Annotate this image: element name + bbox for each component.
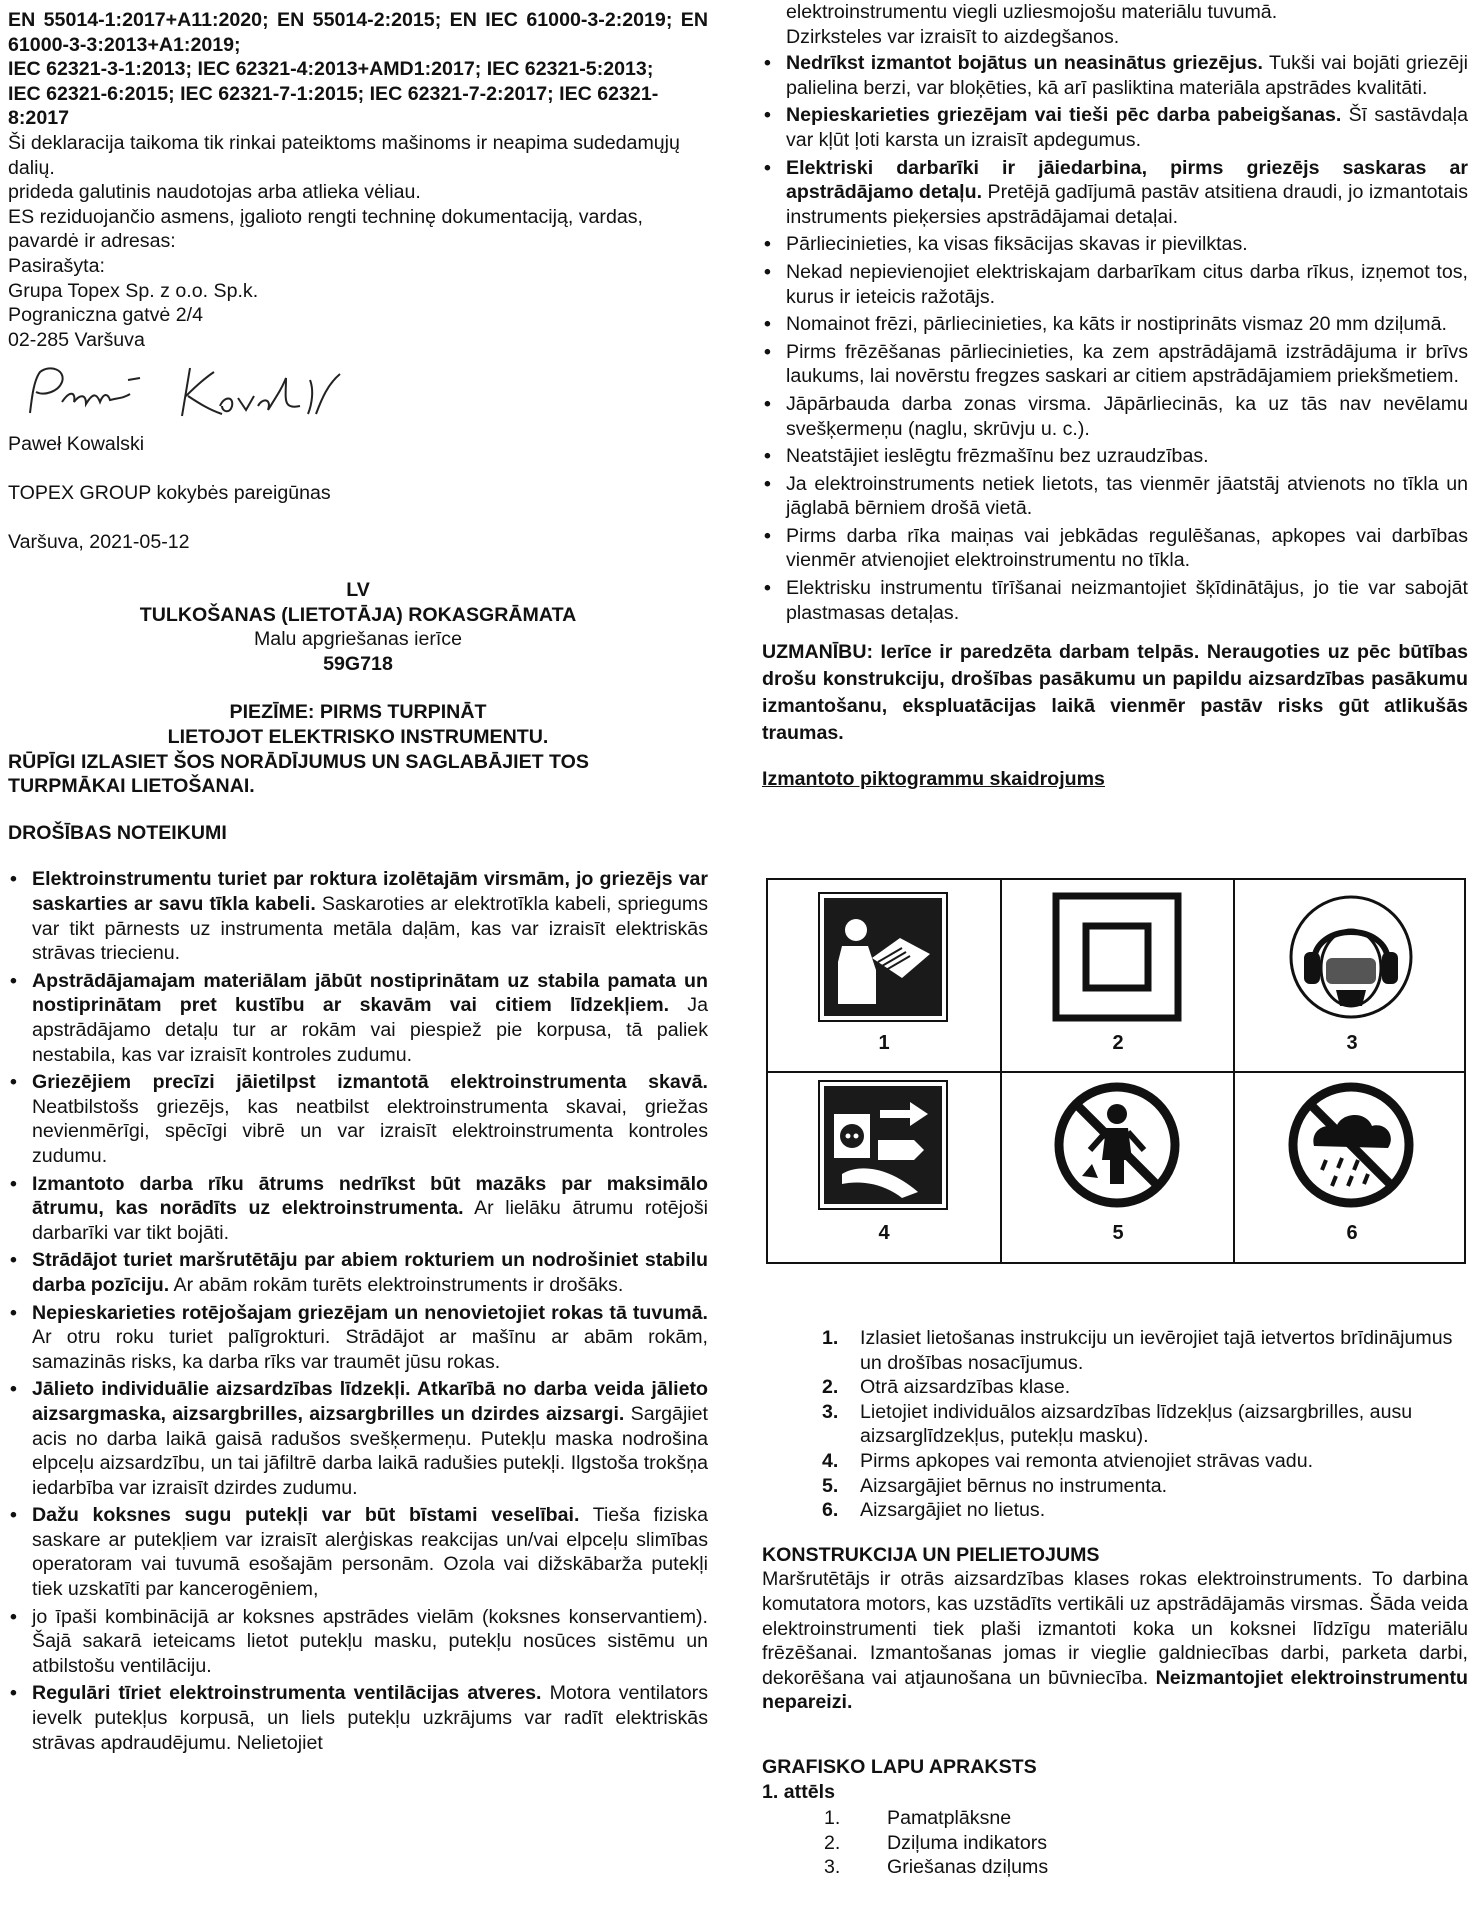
bullet-bold: Dažu koksnes sugu putekļi var būt bīstami veselībai. xyxy=(32,1504,580,1527)
legend-text: Aizsargājiet no lietus. xyxy=(860,1499,1046,1522)
list-item xyxy=(762,51,1468,100)
standards-line-1: EN 55014-1:2017+A11:2020; EN 55014-2:2015; EN IEC 61000-3-2:2019; EN 61000-3-3:2013+A1:2019; xyxy=(8,9,708,56)
pictogram-number: 5 xyxy=(1112,1222,1124,1244)
part-number: 2. xyxy=(824,1831,841,1854)
bullet-text: Neatstājiet ieslēgtu frēzmašīnu bez uzraudzības. xyxy=(786,445,1209,468)
bullet-bold: Nepieskarieties griezējam vai tieši pēc darba pabeigšanas. xyxy=(786,104,1342,127)
pictogram-grid xyxy=(766,878,1466,1264)
bullet-text: Ja elektroinstruments netiek lietots, tas vienmēr jāatstāj atvienots no tīkla un jāglabā bērniem drošā vietā. xyxy=(786,472,1468,520)
bullet-text: Tieša fiziska saskare ar putekļiem var izraisīt alerģiskas reakcijas un/vai elpceļu slimības operatoram vai tuvumā esošajām personām. Ozola vai dižskābarža putekļi tiek uzskatīti par kancerogēniem, xyxy=(32,1504,708,1601)
signature xyxy=(10,358,370,430)
bullet-bold: Griezējiem precīzi jāietilpst izmantotā elektroinstrumenta skavā. xyxy=(32,1071,708,1094)
list-item xyxy=(762,312,1468,337)
legend-number: 2. xyxy=(822,1376,839,1399)
figure-parts-list xyxy=(762,1806,1468,1880)
bullet-text: Ar lielāku ātrumu rotējoši darbarīki var tikt bojāti. xyxy=(32,1197,709,1244)
part-name: Pamatplāksne xyxy=(887,1807,1012,1830)
list-item xyxy=(8,969,708,1067)
unplug-icon xyxy=(818,1080,948,1210)
grid-divider xyxy=(768,1071,1464,1073)
list-item xyxy=(762,472,1468,521)
list-item xyxy=(762,392,1468,441)
bullet-bold: Elektroinstrumentu turiet par roktura izolētajām virsmām, jo griezējs var saskarties ar savu tīkla kabeli. xyxy=(32,868,708,916)
bullet-text: Neatbilstošs griezējs, kas neatbilst elektroinstrumenta skavai, griežas nevienmērīgi, spēcīgi vibrē un var izraisīt elektroinstrumenta kontroles zudumu. xyxy=(32,1095,708,1167)
continued-line-1: elektroinstrumentu viegli uzliesmojošu materiālu tuvumā. xyxy=(786,1,1278,23)
list-item xyxy=(762,103,1468,152)
bullet-text: Ar otru roku turiet palīgrokturi. Strādājot ar mašīnu ar abām rokām, samazinās risks, ka darba rīks var traumēt jūsu rokas. xyxy=(32,1326,708,1373)
list-item xyxy=(762,260,1468,309)
pictogram-number: 1 xyxy=(878,1032,890,1054)
bullet-bold: Jālieto individuālie aizsardzības līdzekļi. Atkarībā no darba veida jālieto aizsargmaska, aizsargbrilles, aizsargbrilles un dzirdes aizsargi. xyxy=(32,1378,708,1425)
bullet-text: Saskaroties ar elektrotīkla kabeli, spriegums var tikt pārnests uz instrumenta metāla daļām, kas var izraisīt elektriskās strāvas triecienu. xyxy=(32,893,708,965)
right-column xyxy=(762,0,1468,792)
note-line-1: PIEZĪME: PIRMS TURPINĀT xyxy=(229,701,487,724)
pictogram-number: 3 xyxy=(1346,1032,1358,1054)
list-item xyxy=(8,1248,708,1297)
legend-number: 6. xyxy=(822,1499,839,1522)
device-name: Malu apgriešanas ierīce xyxy=(253,628,463,651)
manual-title-block xyxy=(8,578,708,676)
bullet-text: Ar abām rokām turēts elektroinstruments ir drošāks. xyxy=(169,1273,624,1296)
pictogram-number: 6 xyxy=(1346,1222,1358,1244)
pictogram-heading: Izmantoto piktogrammu skaidrojums xyxy=(762,768,1105,791)
construction-heading: KONSTRUKCIJA UN PIELIETOJUMS xyxy=(762,1543,1100,1566)
bullet-text: Tukši vai bojāti griezēji palielina berzi, var bloķēties, kā arī pasliktina materiāla apstrādes kvalitāti. xyxy=(786,52,1468,99)
list-item xyxy=(762,1375,1468,1400)
legend-text: Lietojiet individuālos aizsardzības līdzekļus (aizsargbrilles, ausu aizsarglīdzekļus, putekļu masku). xyxy=(860,1400,1413,1448)
bullet-bold: Strādājot turiet maršrutētāju par abiem rokturiem un nodrošiniet stabilu darba pozīciju. xyxy=(32,1249,708,1296)
construction-body: Maršrutētājs ir otrās aizsardzības klases rokas elektroinstruments. To darbina komutatora motors, kas uzstādīts vertikāli uz apstrādājamās virsmas. Šāda veida elektroinstrumenti tiek plaši izmantoti koka un koksnei līdzīgu materiālu frēzēšanai. Izmantošanas jomas ir vieglie galdniecības darbi, parketa darbi, dekorēšana vai atjaunošana un būvniecība. xyxy=(762,1568,1468,1689)
bullet-text: Ja apstrādājamo detaļu tur ar rokām vai piespiež pie korpusa, tā paliek nestabila, kas var izraisīt kontroles zudumu. xyxy=(32,994,708,1066)
protective-gear-icon xyxy=(1286,892,1416,1022)
construction-text xyxy=(762,1567,1468,1715)
language-code: LV xyxy=(346,579,370,602)
list-item xyxy=(8,1301,708,1375)
bullet-text: Elektrisku instrumentu tīrīšanai neizmantojiet šķīdinātājus, jo tie var sabojāt plastmasas detaļas. xyxy=(786,577,1468,624)
legend-number: 5. xyxy=(822,1474,839,1497)
read-manual-icon xyxy=(818,892,948,1022)
bullet-bold: Nedrīkst izmantot bojātus un neasinātus griezējus. xyxy=(786,52,1263,75)
bullet-text: Pirms frēzēšanas pārliecinieties, ka zem apstrādājamā izstrādājuma ir brīvs laukums, lai novērstu fregzes saskari ar citiem apstrādājamiem priekšmetiem. xyxy=(786,340,1468,388)
list-item xyxy=(762,444,1468,469)
bullet-text: Pretējā gadījumā pastāv atsitiena draudi, jo izmantotais instruments pieķersies apstrādājamai detaļai. xyxy=(786,181,1468,228)
list-item xyxy=(762,1449,1468,1474)
manual-title: TULKOŠANAS (LIETOTĀJA) ROKASGRĀMATA xyxy=(139,603,577,626)
caution-text: UZMANĪBU: Ierīce ir paredzēta darbam telpās. Neraugoties uz pēc būtības drošu konstrukciju, drošības pasākumu un papildu aizsardzības pasākumu izmantošanu, ekspluatācijas laikā vienmēr pastāv risks gūt atlikušās traumas. xyxy=(762,641,1468,745)
list-item xyxy=(8,1681,708,1755)
bullet-text: Nomainot frēzi, pārliecinieties, ka kāts ir nostiprināts vismaz 20 mm dziļumā. xyxy=(786,313,1447,336)
legend-text: Aizsargājiet bērnus no instrumenta. xyxy=(860,1474,1168,1497)
part-number: 3. xyxy=(824,1856,841,1879)
standards-line-2: IEC 62321-3-1:2013; IEC 62321-4:2013+AMD1:2017; IEC 62321-5:2013; xyxy=(8,58,654,81)
figure-label: 1. attēls xyxy=(762,1780,835,1803)
representative-text: ES reziduojančio asmens, įgalioto rengti techninę dokumentaciją, vardas, pavardė ir adresas: xyxy=(8,205,643,253)
bullet-bold: Regulāri tīriet elektroinstrumenta ventilācijas atveres. xyxy=(32,1682,542,1705)
bullet-text: Sargājiet acis no darba laikā gaisā radušos svešķermeņu. Putekļu maska nodrošina elpceļu aizsardzību, un tai jāfiltrē darba laikā radušies putekļi. Ilgstoša trokšņa iedarbība var izraisīt dzirdes zudumu. xyxy=(32,1402,708,1499)
list-item xyxy=(8,1503,708,1601)
list-item xyxy=(8,1605,708,1679)
bullet-text: Motora ventilators ievelk putekļus korpusā, un liels putekļu uzkrājums var radīt elektriskās strāvas apdraudējumu. Nelietojiet xyxy=(32,1682,708,1754)
legend-number: 3. xyxy=(822,1400,839,1423)
signer-role: TOPEX GROUP kokybės pareigūnas xyxy=(8,481,331,504)
safety-list-continued xyxy=(762,51,1468,625)
model-number: 59G718 xyxy=(323,652,393,675)
list-item xyxy=(762,1855,1468,1880)
list-item xyxy=(762,1806,1468,1831)
bullet-bold: Apstrādājamajam materiālam jābūt nostiprinātam uz stabila pamata un nostiprinātam pret kustību ar skavām vai citiem līdzekļiem. xyxy=(32,969,708,1017)
left-column xyxy=(8,0,708,1758)
class-ii-icon xyxy=(1052,892,1182,1022)
list-item xyxy=(762,1474,1468,1499)
part-name: Dziļuma indikators xyxy=(887,1831,1048,1854)
bullet-bold: Elektriski darbarīki ir jāiedarbina, pirms griezējs saskaras ar apstrādājamo detaļu. xyxy=(786,156,1468,204)
safety-heading: DROŠĪBAS NOTEIKUMI xyxy=(8,821,227,844)
bullet-text: Pārliecinieties, ka visas fiksācijas skavas ir pievilktas. xyxy=(786,233,1248,256)
note-line-3: RŪPĪGI IZLASIET ŠOS NORĀDĪJUMUS UN SAGLABĀJIET TOS TURPMĀKAI LIETOŠANAI. xyxy=(8,750,589,798)
note-block xyxy=(8,700,708,798)
list-item xyxy=(8,867,708,965)
legend-text: Otrā aizsardzības klase. xyxy=(860,1376,1071,1399)
list-item xyxy=(762,576,1468,625)
legend-text: Izlasiet lietošanas instrukciju un ievērojiet tajā ietvertos brīdinājumus un drošības nosacījumus. xyxy=(860,1327,1453,1374)
declaration-continued: prideda galutinis naudotojas arba atlieka vėliau. xyxy=(8,181,421,204)
list-item xyxy=(762,1498,1468,1523)
bullet-text: Jāpārbauda darba zonas virsma. Jāpārliecinās, ka uz tās nav nevēlamu svešķermeņu (naglu, skrūvju u. c.). xyxy=(786,392,1468,440)
legend-number: 1. xyxy=(822,1327,839,1349)
construction-warning: Neizmantojiet elektroinstrumentu nepareizi. xyxy=(762,1666,1468,1714)
note-line-2: LIETOJOT ELEKTRISKO INSTRUMENTU. xyxy=(167,726,549,749)
safety-list xyxy=(8,867,708,1755)
no-children-icon xyxy=(1052,1080,1182,1210)
no-rain-icon xyxy=(1286,1080,1416,1210)
list-item xyxy=(8,1070,708,1168)
bullet-bold: Izmantoto darba rīku ātrums nedrīkst būt mazāks par maksimālo ātrumu, kas norādīts uz elektroinstrumenta. xyxy=(32,1172,708,1220)
standards-line-3: IEC 62321-6:2015; IEC 62321-7-1:2015; IEC 62321-7-2:2017; IEC 62321-8:2017 xyxy=(8,82,659,130)
list-item xyxy=(762,1831,1468,1856)
list-item xyxy=(762,1326,1468,1375)
part-number: 1. xyxy=(824,1807,841,1830)
list-item xyxy=(762,340,1468,389)
legend-text: Pirms apkopes vai remonta atvienojiet strāvas vadu. xyxy=(860,1449,1314,1472)
part-name: Griešanas dziļums xyxy=(887,1856,1049,1879)
declaration: Ši deklaracija taikoma tik rinkai pateiktoms mašinoms ir neapima sudedamųjų dalių. xyxy=(8,131,680,179)
company-name: Grupa Topex Sp. z o.o. Sp.k. xyxy=(8,279,259,302)
list-item xyxy=(762,232,1468,257)
list-item xyxy=(8,1172,708,1246)
signed-label: Pasirašyta: xyxy=(8,254,105,277)
list-item xyxy=(8,1377,708,1500)
bullet-text: Šī sastāvdaļa var kļūt ļoti karsta un izraisīt apdegumus. xyxy=(786,104,1468,151)
pictogram-legend xyxy=(762,1326,1468,1523)
bullet-bold: Nepieskarieties rotējošajam griezējam un nenovietojiet rokas tā tuvumā. xyxy=(32,1301,708,1324)
graphic-heading: GRAFISKO LAPU APRAKSTS xyxy=(762,1755,1037,1778)
pictogram-number: 4 xyxy=(878,1222,890,1244)
signer-name: Paweł Kowalski xyxy=(8,433,145,456)
list-item xyxy=(762,1400,1468,1449)
list-item xyxy=(762,524,1468,573)
continued-line-2: Dzirksteles var izraisīt to aizdegšanos. xyxy=(786,25,1120,48)
pictogram-number: 2 xyxy=(1112,1032,1124,1054)
right-column-lower xyxy=(762,1326,1468,1880)
list-item xyxy=(762,156,1468,230)
date-line: Varšuva, 2021-05-12 xyxy=(8,530,190,553)
bullet-text: Nekad nepievienojiet elektriskajam darbarīkam citus darba rīkus, izņemot tos, kurus ir ieteicis ražotājs. xyxy=(786,260,1468,308)
city-address: 02-285 Varšuva xyxy=(8,328,145,351)
bullet-text: jo īpaši kombinācijā ar koksnes apstrādes vielām (koksnes konservantiem). Šajā sakarā ieteicams lietot putekļu masku, putekļu nosūces sistēmu un atbilstošu ventilāciju. xyxy=(32,1605,708,1677)
street-address: Pograniczna gatvė 2/4 xyxy=(8,304,203,327)
legend-number: 4. xyxy=(822,1449,839,1472)
bullet-text: Pirms darba rīka maiņas vai jebkādas regulēšanas, apkopes vai darbības vienmēr atvienojiet elektroinstrumentu no tīkla. xyxy=(786,524,1468,572)
